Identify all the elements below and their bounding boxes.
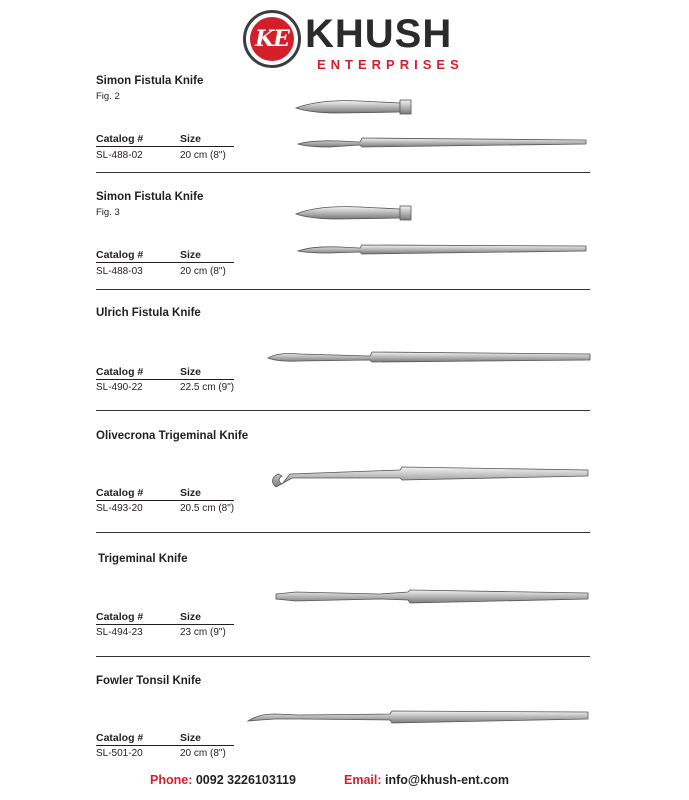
email-label: Email: [344, 773, 382, 787]
product-figure-label: Fig. 2 [96, 91, 120, 102]
catalog-number: SL-501-20 [96, 748, 143, 759]
size-header: Size [180, 249, 202, 261]
brand-subtitle: ENTERPRISES [317, 57, 464, 72]
product-title: Fowler Tonsil Knife [96, 675, 202, 687]
knife-blade-detail [296, 100, 411, 114]
size-header: Size [180, 732, 202, 744]
catalog-header: Catalog # [96, 611, 144, 623]
catalog-header: Catalog # [96, 366, 144, 378]
size-header: Size [180, 487, 202, 499]
catalog-number: SL-488-02 [96, 150, 143, 161]
phone-label: Phone: [150, 773, 193, 787]
catalog-header: Catalog # [96, 249, 144, 261]
product-title: Simon Fistula Knife [96, 75, 204, 87]
product-title: Olivecrona Trigeminal Knife [96, 430, 249, 442]
phone-number[interactable]: 0092 3226103119 [195, 773, 296, 787]
size-header: Size [180, 611, 202, 623]
size-header: Size [180, 366, 202, 378]
catalog-number: SL-493-20 [96, 503, 143, 514]
product-title: Trigeminal Knife [98, 553, 188, 565]
knife-illustration [298, 138, 586, 147]
catalog-header: Catalog # [96, 732, 144, 744]
product-figure-label: Fig. 3 [96, 207, 120, 218]
knife-blade-detail [296, 206, 411, 220]
product-size: 22.5 cm (9") [180, 382, 235, 393]
catalog-header: Catalog # [96, 133, 144, 145]
email-address[interactable]: info@khush-ent.com [385, 773, 509, 787]
size-header: Size [180, 133, 202, 145]
catalog-number: SL-490-22 [96, 382, 143, 393]
knife-illustration [268, 352, 590, 362]
catalog-header: Catalog # [96, 487, 144, 499]
product-size: 20.5 cm (8") [180, 503, 235, 514]
product-size: 23 cm (9") [180, 627, 226, 638]
brand-name: KHUSH [305, 12, 453, 56]
knife-illustration [272, 467, 588, 487]
email-contact [344, 773, 509, 787]
knife-illustration [276, 590, 588, 603]
logo-monogram: KE [250, 17, 294, 61]
product-title: Simon Fistula Knife [96, 191, 204, 203]
product-size: 20 cm (8") [180, 150, 226, 161]
knife-illustration [248, 711, 588, 723]
knife-illustration [298, 245, 586, 254]
product-size: 20 cm (8") [180, 266, 226, 277]
phone-contact [150, 773, 296, 787]
catalog-number: SL-494-23 [96, 627, 143, 638]
product-title: Ulrich Fistula Knife [96, 307, 201, 319]
catalog-number: SL-488-03 [96, 266, 143, 277]
product-size: 20 cm (8") [180, 748, 226, 759]
